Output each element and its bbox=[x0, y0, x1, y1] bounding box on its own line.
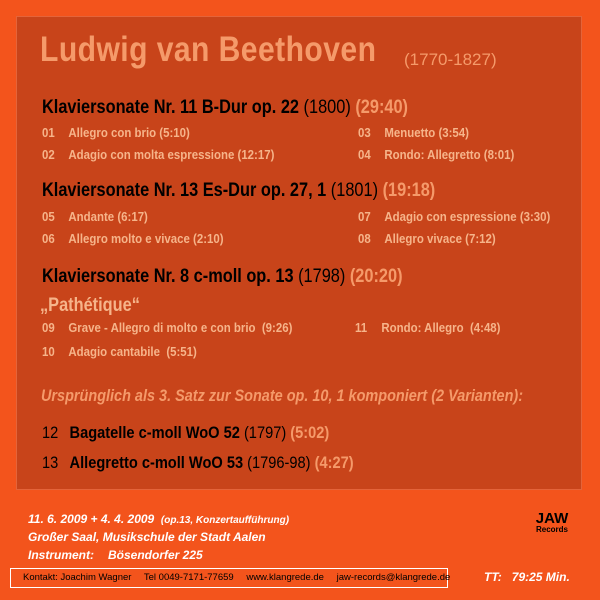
track-02 bbox=[42, 147, 274, 162]
track-number: 04 bbox=[358, 147, 371, 162]
track-duration: (2:10) bbox=[193, 231, 224, 246]
track-title: Bagatelle c-moll WoO 52 bbox=[69, 423, 240, 442]
track-number: 13 bbox=[42, 453, 59, 472]
track-07 bbox=[358, 209, 550, 224]
track-number: 12 bbox=[42, 423, 59, 442]
track-title: Allegro molto e vivace bbox=[68, 231, 190, 246]
track-number: 03 bbox=[358, 125, 371, 140]
sonata-nickname: „Pathétique“ bbox=[40, 295, 140, 316]
sonata-title: Klaviersonate Nr. 11 B-Dur op. 22 bbox=[42, 97, 300, 118]
track-duration: (6:17) bbox=[117, 209, 148, 224]
track-title: Adagio con molta espressione bbox=[68, 147, 235, 162]
composition-note: Ursprünglich als 3. Satz zur Sonate op. 10, 1 komponiert (2 Varianten): bbox=[41, 386, 524, 405]
sonata-duration: (19:18) bbox=[382, 180, 436, 201]
track-duration: (9:26) bbox=[261, 320, 293, 335]
track-12 bbox=[42, 423, 329, 443]
track-title: Rondo: Allegretto bbox=[384, 147, 481, 162]
contact-name: Kontakt: Joachim Wagner bbox=[23, 572, 132, 583]
track-duration: (5:02) bbox=[290, 423, 330, 442]
track-duration: (3:54) bbox=[438, 125, 469, 140]
track-duration: (12:17) bbox=[237, 147, 275, 162]
track-duration: (5:51) bbox=[166, 344, 197, 359]
sonata-duration: (20:20) bbox=[349, 266, 403, 287]
recording-dates-note: (op.13, Konzertaufführung) bbox=[160, 515, 290, 526]
track-title: Rondo: Allegro bbox=[381, 320, 464, 335]
jaw-records-logo bbox=[532, 510, 572, 534]
track-title: Allegretto c-moll WoO 53 bbox=[69, 453, 244, 472]
total-time-value: 79:25 Min. bbox=[511, 570, 570, 584]
track-number: 01 bbox=[42, 125, 55, 140]
track-number: 11 bbox=[355, 320, 368, 335]
recording-date-values: 11. 6. 2009 + 4. 4. 2009 bbox=[28, 512, 155, 526]
track-number: 02 bbox=[42, 147, 55, 162]
logo-subtitle: Records bbox=[535, 525, 568, 534]
track-number: 06 bbox=[42, 231, 55, 246]
track-08 bbox=[358, 231, 496, 246]
composer-dates: (1770-1827) bbox=[404, 50, 497, 69]
track-title: Andante bbox=[68, 209, 115, 224]
track-title: Grave - Allegro di molto e con brio bbox=[68, 320, 256, 335]
track-11 bbox=[355, 320, 500, 335]
composer-name: Ludwig van Beethoven bbox=[40, 30, 377, 69]
track-13 bbox=[42, 453, 354, 473]
track-number: 09 bbox=[42, 320, 55, 335]
recording-instrument bbox=[28, 548, 203, 562]
track-duration: (8:01) bbox=[483, 147, 515, 162]
track-06 bbox=[42, 231, 224, 246]
track-title: Menuetto bbox=[384, 125, 436, 140]
track-03 bbox=[358, 125, 469, 140]
instrument-value: Bösendorfer 225 bbox=[108, 548, 203, 562]
track-number: 10 bbox=[42, 344, 55, 359]
track-duration: (3:30) bbox=[519, 209, 551, 224]
track-title: Allegro con brio bbox=[68, 125, 157, 140]
sonata-year: (1801) bbox=[330, 180, 379, 201]
sonata-year: (1800) bbox=[303, 97, 351, 118]
instrument-label: Instrument: bbox=[28, 548, 94, 562]
total-time-label: TT: bbox=[484, 570, 502, 584]
contact-email: jaw-records@klangrede.de bbox=[336, 572, 451, 583]
track-title: Adagio cantabile bbox=[68, 344, 160, 359]
recording-venue: Großer Saal, Musikschule der Stadt Aalen bbox=[28, 530, 266, 544]
track-duration: (4:27) bbox=[314, 453, 354, 472]
track-title: Allegro vivace bbox=[384, 231, 462, 246]
sonata-2-heading bbox=[42, 180, 435, 202]
track-year: (1796-98) bbox=[247, 453, 311, 472]
sonata-title: Klaviersonate Nr. 8 c-moll op. 13 bbox=[42, 266, 294, 287]
track-duration: (5:10) bbox=[159, 125, 190, 140]
track-number: 08 bbox=[358, 231, 371, 246]
tracklist-panel bbox=[16, 16, 582, 490]
sonata-1-heading bbox=[42, 97, 408, 119]
track-number: 05 bbox=[42, 209, 55, 224]
recording-dates bbox=[28, 512, 289, 526]
sonata-duration: (29:40) bbox=[355, 97, 408, 118]
contact-website: www.klangrede.de bbox=[246, 572, 324, 583]
sonata-year: (1798) bbox=[298, 266, 346, 287]
track-04 bbox=[358, 147, 514, 162]
track-09 bbox=[42, 320, 292, 335]
contact-box bbox=[10, 568, 451, 588]
track-year: (1797) bbox=[243, 423, 287, 442]
track-duration: (7:12) bbox=[465, 231, 496, 246]
sonata-title: Klaviersonate Nr. 13 Es-Dur op. 27, 1 bbox=[42, 180, 327, 201]
sonata-3-heading bbox=[42, 266, 403, 288]
total-time bbox=[484, 570, 570, 584]
logo-name: JAW bbox=[535, 510, 569, 527]
track-duration: (4:48) bbox=[469, 320, 501, 335]
track-05 bbox=[42, 209, 148, 224]
track-number: 07 bbox=[358, 209, 371, 224]
track-10 bbox=[42, 344, 197, 359]
track-title: Adagio con espressione bbox=[384, 209, 517, 224]
track-01 bbox=[42, 125, 190, 140]
contact-phone: Tel 0049-7171-77659 bbox=[143, 572, 234, 583]
